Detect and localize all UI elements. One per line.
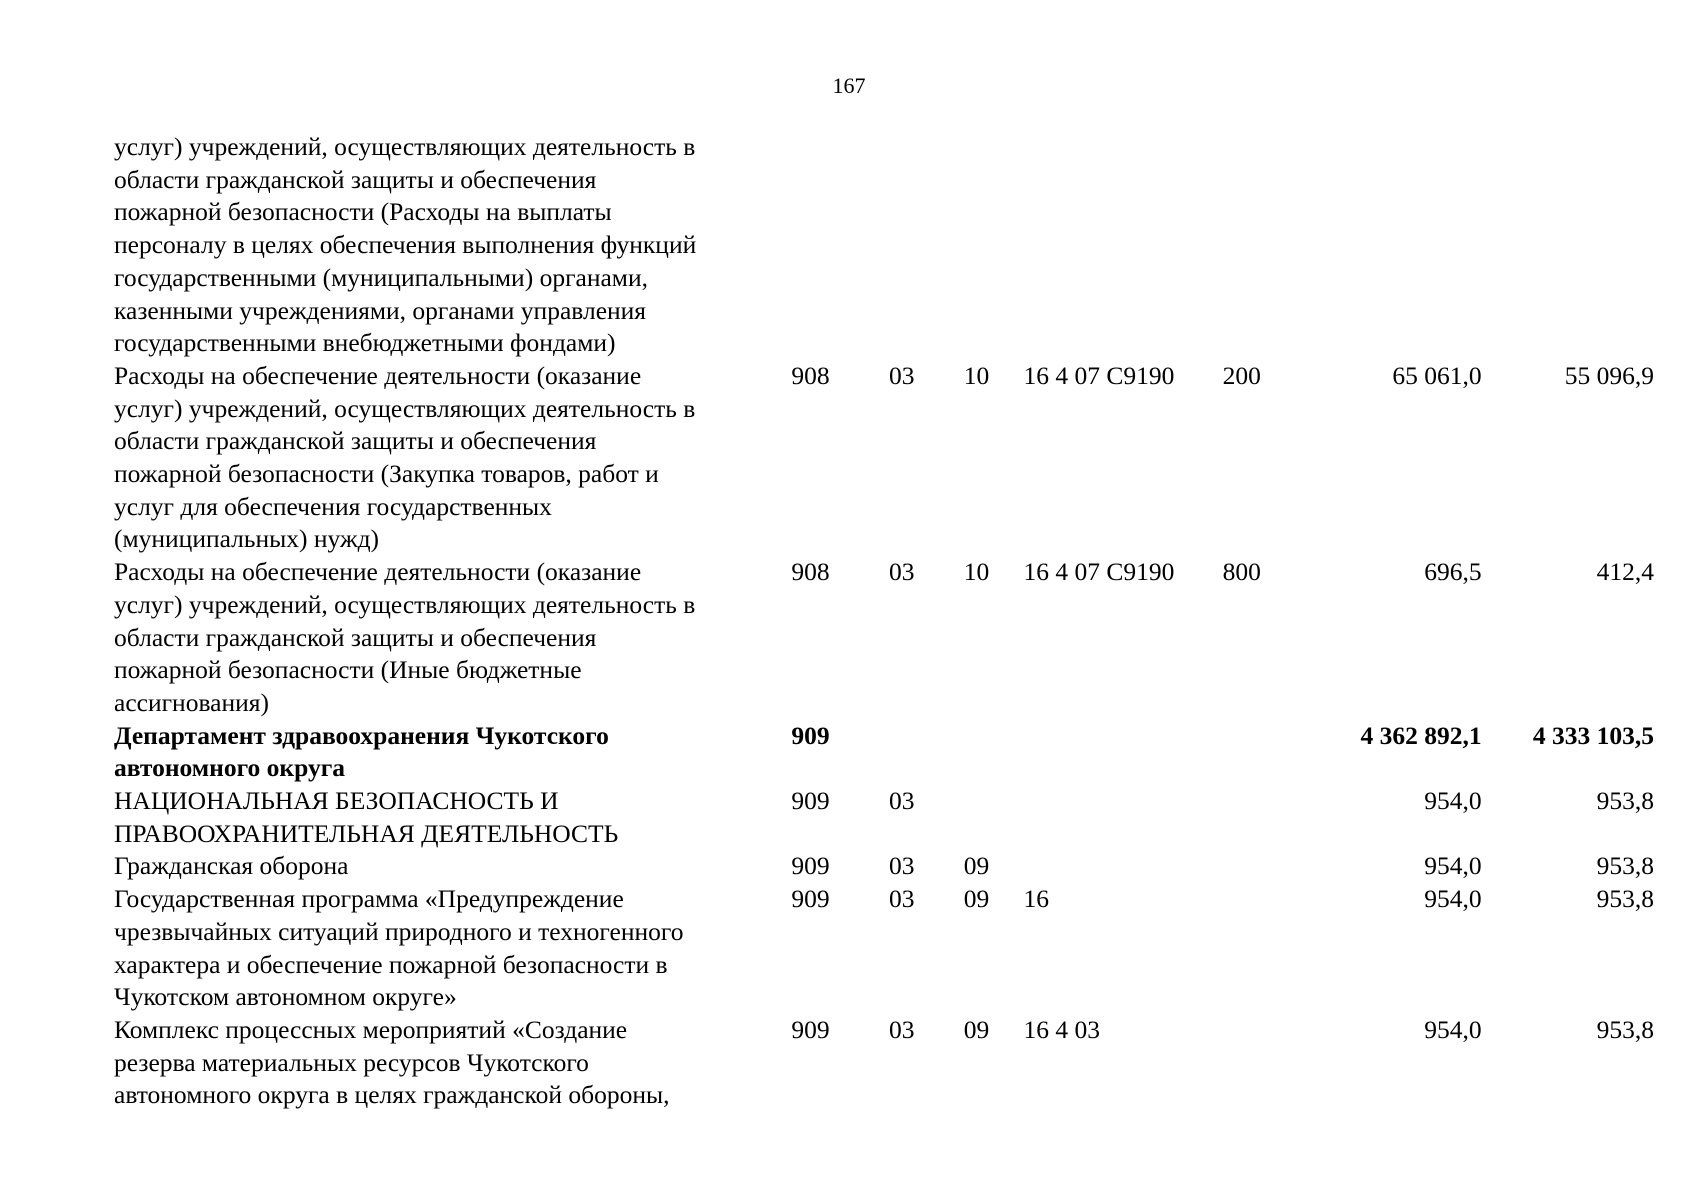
row-sum-1: 954,0 xyxy=(1424,884,1482,914)
row-name-line: характера и обеспечение пожарной безопасности в xyxy=(114,949,668,979)
row-name-line: резерва материальных ресурсов Чукотского xyxy=(114,1047,589,1077)
table-row xyxy=(114,556,1654,720)
row-name xyxy=(114,1014,791,1112)
table-row xyxy=(114,850,1654,883)
row-name xyxy=(114,131,791,360)
row-name-line: НАЦИОНАЛЬНАЯ БЕЗОПАСНОСТЬ И xyxy=(114,786,559,816)
row-expense-type: 200 xyxy=(1222,360,1261,390)
row-section-code: 03 xyxy=(888,557,915,587)
row-subsection-code: 09 xyxy=(963,884,990,914)
row-name-line: услуг) учреждений, осуществляющих деятельность в xyxy=(114,393,696,423)
row-target-article: 16 4 07 С9190 xyxy=(1023,557,1175,587)
table-row xyxy=(114,360,1654,556)
row-name-line: услуг) учреждений, осуществляющих деятельность в xyxy=(114,132,696,161)
row-name-line: области гражданской защиты и обеспечения xyxy=(114,426,597,456)
row-name-line: области гражданской защиты и обеспечения xyxy=(114,622,597,652)
row-name-line: Государственная программа «Предупреждение xyxy=(114,884,624,914)
row-name-line: Расходы на обеспечение деятельности (оказание xyxy=(114,360,642,390)
row-name-line: автономного округа xyxy=(114,753,346,783)
row-sum-1: 696,5 xyxy=(1424,557,1482,587)
row-name-line: Гражданская оборона xyxy=(114,851,349,881)
row-sum-2: 953,8 xyxy=(1596,884,1654,914)
row-subsection-code: 10 xyxy=(963,360,990,390)
row-target-article: 16 4 03 xyxy=(1023,1014,1100,1044)
row-section-code: 03 xyxy=(888,1014,915,1044)
table-row xyxy=(114,1014,1654,1112)
row-section-code: 03 xyxy=(888,786,915,816)
row-target-article: 16 4 07 С9190 xyxy=(1023,360,1175,390)
row-admin-code: 909 xyxy=(791,720,830,750)
table-row xyxy=(114,131,1654,360)
page-number: 167 xyxy=(832,73,866,98)
row-subsection-code: 09 xyxy=(963,1014,990,1044)
table-row xyxy=(114,883,1654,1014)
row-sum-2: 4 333 103,5 xyxy=(1532,720,1654,750)
row-name xyxy=(114,720,791,785)
row-name-line: услуг для обеспечения государственных xyxy=(114,491,552,521)
row-name xyxy=(114,850,791,883)
row-name-line: (муниципальных) нужд) xyxy=(114,524,380,554)
row-sum-2: 953,8 xyxy=(1596,851,1654,881)
row-admin-code: 909 xyxy=(791,1014,830,1044)
row-sum-1: 65 061,0 xyxy=(1392,360,1482,390)
row-sum-2: 953,8 xyxy=(1596,1014,1654,1044)
row-admin-code: 909 xyxy=(791,851,830,881)
row-name xyxy=(114,360,791,556)
row-section-code: 03 xyxy=(888,851,915,881)
row-name-line: Чукотском автономном округе» xyxy=(114,982,457,1012)
row-expense-type: 800 xyxy=(1222,557,1261,587)
row-name-line: Комплекс процессных мероприятий «Создание xyxy=(114,1014,628,1044)
row-admin-code: 908 xyxy=(791,360,830,390)
row-section-code: 03 xyxy=(888,884,915,914)
row-name xyxy=(114,556,791,720)
row-name-line: области гражданской защиты и обеспечения xyxy=(114,164,597,194)
row-name xyxy=(114,883,791,1014)
row-admin-code: 909 xyxy=(791,884,830,914)
row-name-line: Департамент здравоохранения Чукотского xyxy=(114,720,609,750)
budget-table xyxy=(114,131,1654,1112)
row-name-line: чрезвычайных ситуаций природного и техногенного xyxy=(114,916,684,946)
row-subsection-code: 10 xyxy=(963,557,990,587)
row-sum-2: 412,4 xyxy=(1596,557,1654,587)
row-name-line: казенными учреждениями, органами управления xyxy=(114,295,647,325)
row-sum-1: 4 362 892,1 xyxy=(1360,720,1482,750)
row-name-line: ПРАВООХРАНИТЕЛЬНАЯ ДЕЯТЕЛЬНОСТЬ xyxy=(114,818,619,848)
row-name-line: государственными внебюджетными фондами) xyxy=(114,328,616,358)
row-sum-1: 954,0 xyxy=(1424,786,1482,816)
row-name-line: персоналу в целях обеспечения выполнения функций xyxy=(114,230,697,260)
row-name-line: автономного округа в целях гражданской обороны, xyxy=(114,1080,670,1110)
row-sum-1: 954,0 xyxy=(1424,1014,1482,1044)
row-name-line: ассигнования) xyxy=(114,687,269,717)
row-name-line: пожарной безопасности (Закупка товаров, работ и xyxy=(114,459,659,489)
row-name-line: услуг) учреждений, осуществляющих деятельность в xyxy=(114,589,696,619)
row-subsection-code: 09 xyxy=(963,851,990,881)
row-sum-2: 953,8 xyxy=(1596,786,1654,816)
table-row xyxy=(114,720,1654,785)
table-row xyxy=(114,785,1654,850)
row-name-line: пожарной безопасности (Расходы на выплаты xyxy=(114,197,612,227)
row-target-article: 16 xyxy=(1023,884,1049,914)
row-admin-code: 908 xyxy=(791,557,830,587)
row-name xyxy=(114,785,791,850)
row-section-code: 03 xyxy=(888,360,915,390)
row-sum-2: 55 096,9 xyxy=(1564,360,1654,390)
row-admin-code: 909 xyxy=(791,786,830,816)
row-name-line: Расходы на обеспечение деятельности (оказание xyxy=(114,557,642,587)
row-name-line: пожарной безопасности (Иные бюджетные xyxy=(114,655,582,685)
row-name-line: государственными (муниципальными) органами, xyxy=(114,262,648,292)
row-sum-1: 954,0 xyxy=(1424,851,1482,881)
